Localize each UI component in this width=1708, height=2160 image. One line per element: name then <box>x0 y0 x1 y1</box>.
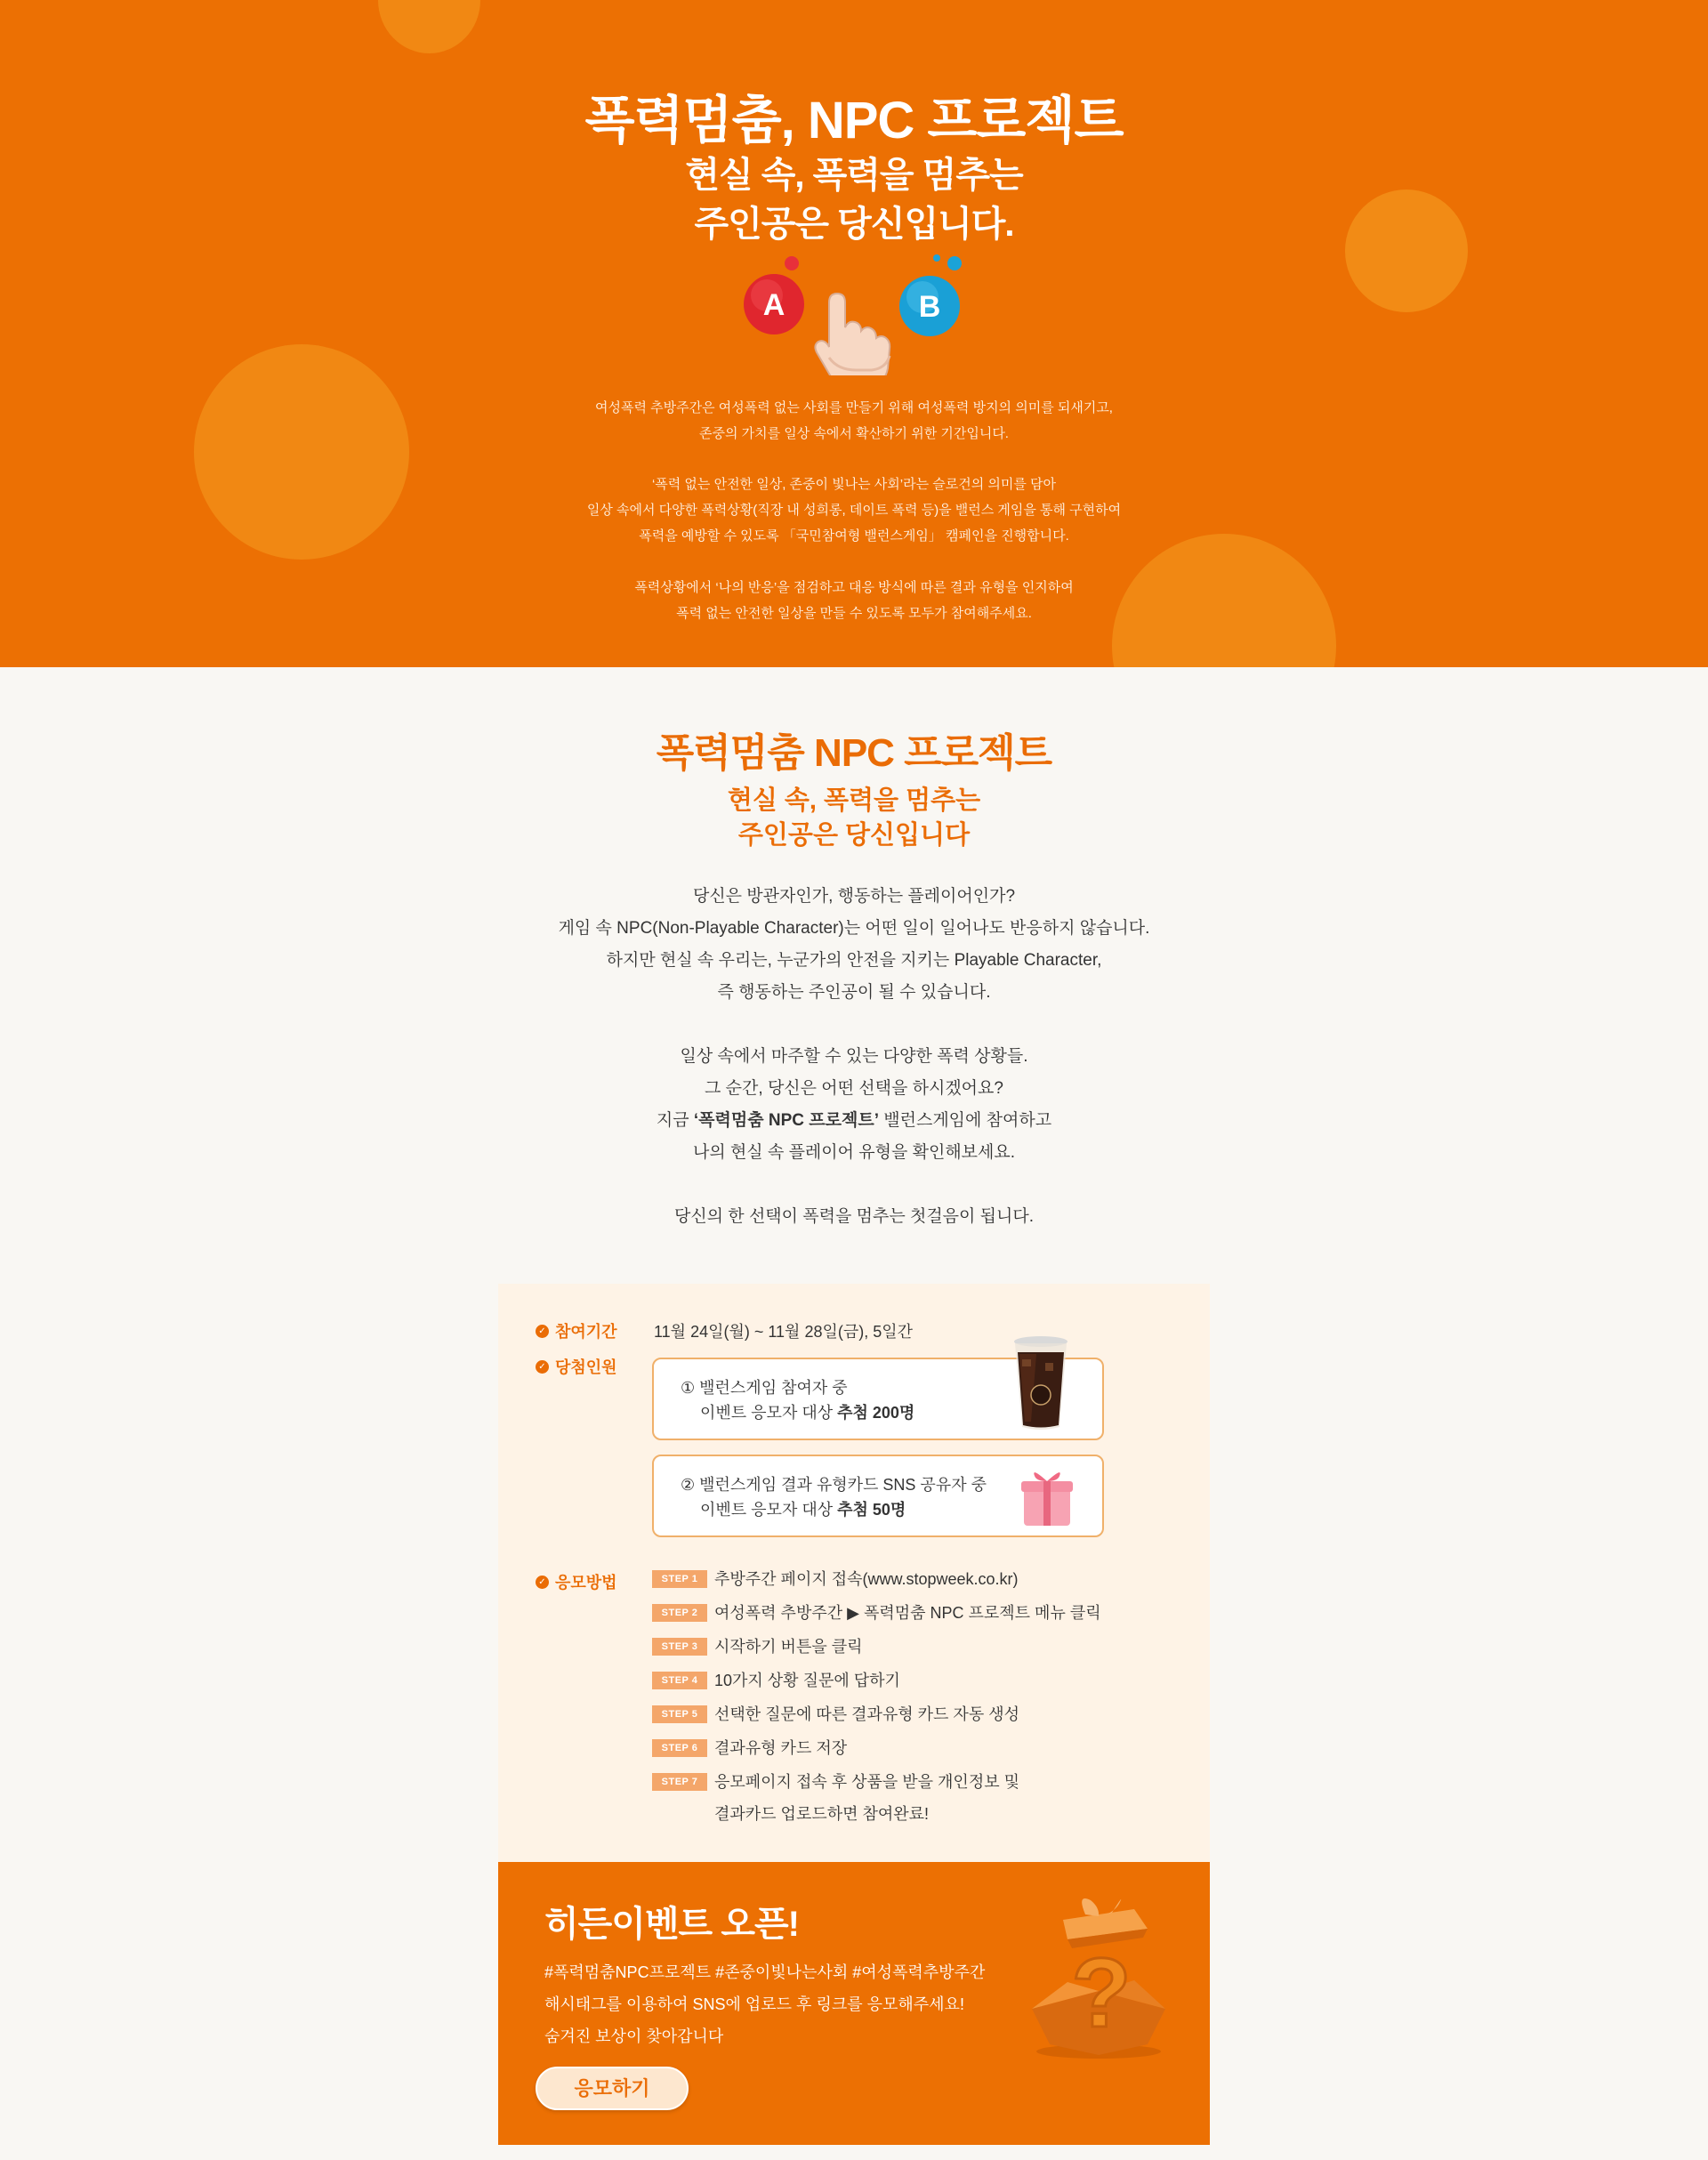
hidden-event-title: 히든이벤트 오픈! <box>544 1905 799 1944</box>
gift-box-icon <box>1019 1463 1076 1527</box>
bubble-decor <box>947 256 962 270</box>
step-badge: STEP 5 <box>652 1705 707 1723</box>
hero-paragraph-3: 폭력상황에서 ‘나의 반응’을 점검하고 대응 방식에 따른 결과 유형을 인지하여 폭력 없는 안전한 일상을 만들 수 있도록 모두가 참여해주세요. <box>634 580 1074 621</box>
hidden-event-instruction: 해시태그를 이용하여 SNS에 업로드 후 링크를 응모해주세요! <box>544 1995 964 2013</box>
step-item: STEP 7 응모페이지 접속 후 상품을 받을 개인정보 및 결과카드 업로드하면 참여완료! <box>652 1769 1019 1826</box>
hidden-event-hashtags: #폭력멈춤NPC프로젝트 #존중이빛나는사회 #여성폭력추방주간 <box>544 1963 986 1981</box>
choice-a-icon <box>744 274 804 334</box>
iced-coffee-icon <box>1010 1333 1072 1432</box>
choice-b-icon <box>899 276 960 336</box>
mystery-box-icon <box>1014 1884 1183 2062</box>
hero-section <box>0 0 1708 667</box>
step-badge: STEP 4 <box>652 1672 707 1689</box>
period-value: 11월 24일(월) ~ 11월 28일(금), 5일간 <box>654 1323 914 1341</box>
event-info-box <box>498 1284 1210 1862</box>
step-badge: STEP 6 <box>652 1739 707 1757</box>
bubble-decor <box>933 254 940 262</box>
balance-choice-graphic <box>729 251 987 375</box>
step-badge: STEP 3 <box>652 1638 707 1656</box>
period-label: ✓ 참여기간 <box>536 1319 617 1342</box>
check-icon: ✓ <box>536 1576 549 1589</box>
winners-label: ✓ 당첨인원 <box>536 1355 617 1378</box>
step-item: STEP 5 선택한 질문에 따른 결과유형 카드 자동 생성 <box>652 1702 1019 1727</box>
decor-circle <box>378 0 480 53</box>
prize-card-1: ① 밸런스게임 참여자 중 이벤트 응모자 대상 추첨 200명 <box>652 1358 1104 1440</box>
step-badge: STEP 1 <box>652 1570 707 1588</box>
svg-text:?: ? <box>1071 1938 1132 2048</box>
intro-title: 폭력멈춤 NPC 프로젝트 <box>656 731 1052 775</box>
hero-paragraph-2: ‘폭력 없는 안전한 일상, 존중이 빛나는 사회’라는 슬로건의 의미를 담아 일상 속에서 다양한 폭력상황(직장 내 성희롱, 데이트 폭력 등)을 밸런스 게임을 통해 구현하여 폭력을 예방할 수 있도록 「국민참여형 밸런스게임」 캠페인을 진행합니다. <box>586 477 1122 544</box>
apply-button[interactable]: 응모하기 <box>536 2067 689 2110</box>
hero-paragraph-1: 여성폭력 추방주간은 여성폭력 없는 사회를 만들기 위해 여성폭력 방지의 의미를 되새기고, 존중의 가치를 일상 속에서 확산하기 위한 기간입니다. <box>595 400 1113 441</box>
intro-paragraph-1: 당신은 방관자인가, 행동하는 플레이어인가? 게임 속 NPC(Non-Playable Character)는 어떤 일이 일어나도 반응하지 않습니다. 하지만 현실 속 우리는, 누군가의 안전을 지키는 Playable Character, 즉 행동하는 주인공이 될 수 있습니다. <box>558 887 1150 1002</box>
step-item: STEP 2 여성폭력 추방주간 ▶ 폭력멈춤 NPC 프로젝트 메뉴 클릭 <box>652 1600 1101 1625</box>
hero-subtitle-line2: 주인공은 당신입니다. <box>694 205 1014 244</box>
check-icon: ✓ <box>536 1360 549 1374</box>
prize-card-2: ② 밸런스게임 결과 유형카드 SNS 공유자 중 이벤트 응모자 대상 추첨 50명 <box>652 1455 1104 1537</box>
apply-method-label: ✓ 응모방법 <box>536 1570 617 1593</box>
svg-text:A: A <box>762 288 786 322</box>
intro-paragraph-3: 당신의 한 선택이 폭력을 멈추는 첫걸음이 됩니다. <box>673 1207 1035 1226</box>
hidden-event-banner <box>498 1862 1210 2145</box>
step-item: STEP 4 10가지 상황 질문에 답하기 <box>652 1668 900 1693</box>
pointing-hand-icon <box>815 294 890 375</box>
step-item: STEP 1 추방주간 페이지 접속(www.stopweek.co.kr) <box>652 1567 1019 1592</box>
step-item: STEP 6 결과유형 카드 저장 <box>652 1736 847 1761</box>
step-badge: STEP 2 <box>652 1604 707 1622</box>
intro-subtitle-line2: 주인공은 당신입니다 <box>737 821 971 850</box>
intro-subtitle-line1: 현실 속, 폭력을 멈추는 <box>727 786 981 815</box>
step-badge: STEP 7 <box>652 1773 707 1791</box>
project-name-emphasis: ‘폭력멈춤 NPC 프로젝트’ <box>693 1111 879 1130</box>
check-icon: ✓ <box>536 1325 549 1338</box>
step-item: STEP 3 시작하기 버튼을 클릭 <box>652 1634 863 1659</box>
hero-subtitle-line1: 현실 속, 폭력을 멈추는 <box>685 156 1023 195</box>
intro-paragraph-2: 일상 속에서 마주할 수 있는 다양한 폭력 상황들. 그 순간, 당신은 어떤 선택을 하시겠어요? 지금 ‘폭력멈춤 NPC 프로젝트’ 밸런스게임에 참여하고 나의 현실 속 플레이어 유형을 확인해보세요. <box>656 1047 1052 1162</box>
hidden-event-note: 숨겨진 보상이 찾아갑니다 <box>544 2027 724 2045</box>
bubble-decor <box>785 256 799 270</box>
svg-text:B: B <box>918 290 941 324</box>
hero-title: 폭력멈춤, NPC 프로젝트 <box>584 92 1124 149</box>
